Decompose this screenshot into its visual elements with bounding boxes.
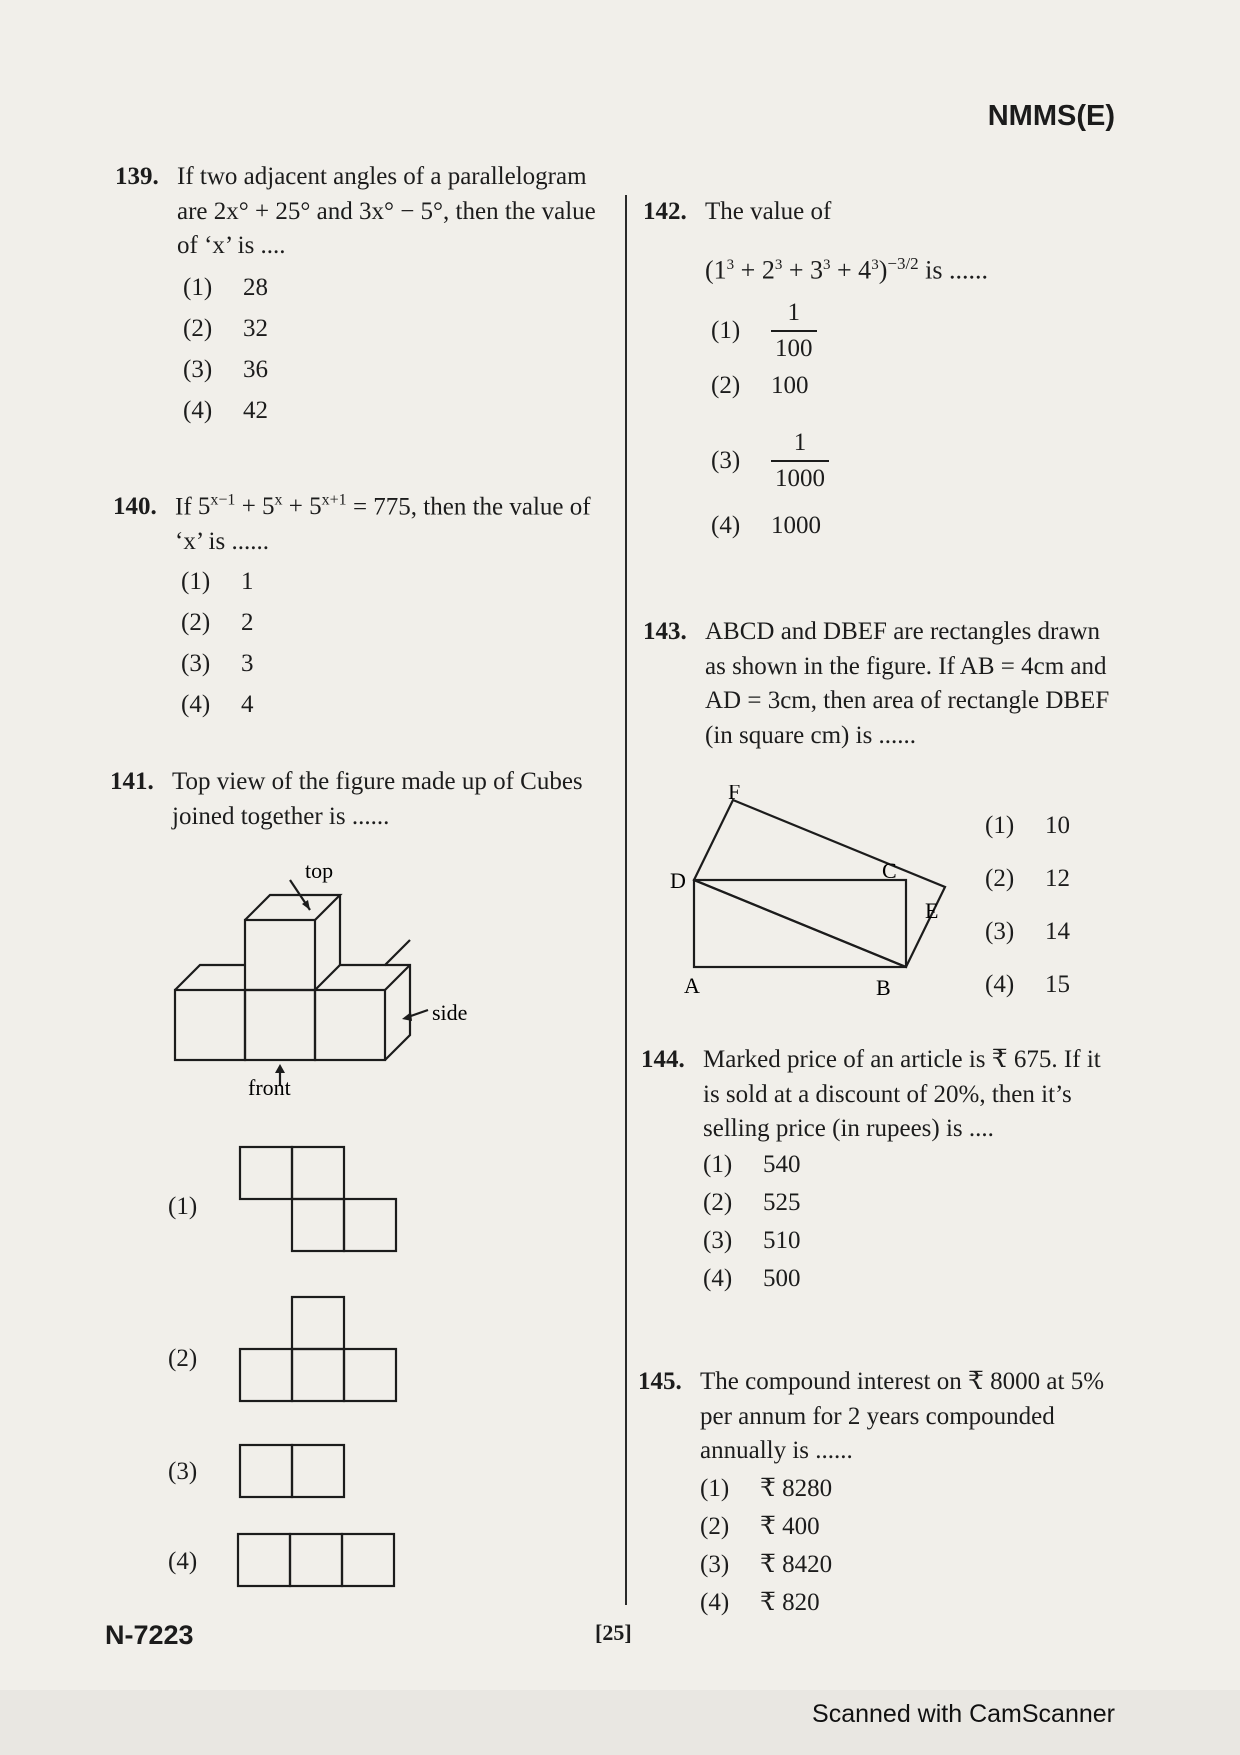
question-144 <box>641 1043 1123 1299</box>
scanner-watermark: Scanned with CamScanner <box>812 1700 1115 1728</box>
fraction: $\frac{1}{100}$ <box>771 298 817 364</box>
label-top: top <box>305 860 334 883</box>
option-3-figure[interactable] <box>238 1443 348 1501</box>
option-1[interactable]: (1) 540 <box>703 1151 801 1179</box>
option-3[interactable]: (3) 510 <box>703 1227 801 1255</box>
equation: $5^{x-1} + 5^x + 5^{x+1}$ <box>197 492 347 521</box>
option-4[interactable]: (4) 500 <box>703 1265 801 1293</box>
option-1[interactable]: (1) 10 <box>985 812 1070 840</box>
option-3[interactable]: (3) 3 <box>181 649 254 677</box>
question-text: If $5^{x-1} + 5^x + 5^{x+1} = 775$, then the value of ‘x’ is ...... <box>175 492 591 555</box>
question-140 <box>113 490 608 725</box>
question-number: 144. <box>641 1046 685 1073</box>
page-number: [25] <box>595 1620 632 1645</box>
question-text: Top view of the figure made up of Cubes joined together is ...... <box>172 768 583 830</box>
cube-figure <box>160 860 480 1100</box>
label-side: side <box>432 1000 468 1025</box>
option-2[interactable]: (2) 2 <box>181 608 254 636</box>
question-text: If two adjacent angles of a parallelogram are 2x° + 25° and 3x° − 5°, then the value of ‘x’ is .... <box>177 163 596 259</box>
question-text: ABCD and DBEF are rectangles drawn as shown in the figure. If AB = 4cm and AD = 3cm, then area of rectangle DBEF (in square cm) is ...... <box>705 618 1110 749</box>
question-number: 142. <box>643 198 687 225</box>
option-2-figure[interactable] <box>238 1295 398 1410</box>
question-text: Marked price of an article is ₹ 675. If it is sold at a discount of 20%, then it’s selling price (in rupees) is .... <box>703 1046 1101 1142</box>
svg-text:F: F <box>728 785 741 804</box>
option-1[interactable]: (1) <box>168 1193 198 1220</box>
question-145 <box>638 1365 1123 1623</box>
svg-text:D: D <box>670 868 686 893</box>
question-number: 139. <box>115 163 159 190</box>
option-2[interactable]: (2) 525 <box>703 1189 801 1217</box>
question-143-options <box>985 800 1070 1012</box>
expression: $(1^3 + 2^3 + 3^3 + 4^3)^{-3/2}$ is ...... <box>705 253 989 285</box>
fraction: $\frac{1}{1000}$ <box>771 428 829 494</box>
option-2[interactable]: (2) 32 <box>183 314 268 342</box>
option-1-figure[interactable] <box>238 1145 398 1260</box>
option-1[interactable]: (1) 28 <box>183 273 268 301</box>
option-1[interactable]: (1) 1 <box>181 567 254 595</box>
option-2[interactable]: (2) ₹ 400 <box>700 1513 820 1541</box>
question-number: 145. <box>638 1368 682 1395</box>
question-139 <box>115 160 605 432</box>
option-3[interactable]: (3) $\frac{1}{1000}$ <box>711 408 1123 504</box>
question-number: 140. <box>113 493 157 520</box>
option-4[interactable]: (4) 15 <box>985 971 1070 999</box>
svg-text:A: A <box>684 973 700 998</box>
rectangle-figure <box>670 785 950 1000</box>
option-3[interactable]: (3) 14 <box>985 918 1070 946</box>
option-2[interactable]: (2) <box>168 1345 198 1372</box>
option-4[interactable]: (4) <box>168 1548 198 1575</box>
question-143 <box>643 615 1123 753</box>
option-3[interactable]: (3) 36 <box>183 355 268 383</box>
question-number: 141. <box>110 768 154 795</box>
option-3[interactable]: (3) <box>168 1458 198 1485</box>
question-text: The compound interest on ₹ 8000 at 5% per annum for 2 years compounded annually is ...... <box>700 1368 1105 1464</box>
label-front: front <box>248 1075 291 1100</box>
option-3[interactable]: (3) ₹ 8420 <box>700 1551 833 1579</box>
option-4[interactable]: (4) 42 <box>183 396 268 424</box>
footer-code: N-7223 <box>105 1620 194 1650</box>
option-1[interactable]: (1) ₹ 8280 <box>700 1475 833 1503</box>
option-4-figure[interactable] <box>236 1532 398 1590</box>
exam-code: NMMS(E) <box>987 100 1115 132</box>
option-1[interactable]: (1) $\frac{1}{100}$ <box>711 298 1123 364</box>
svg-text:C: C <box>882 858 897 883</box>
question-141 <box>110 765 610 834</box>
question-number: 143. <box>643 618 687 645</box>
option-4[interactable]: (4) 1000 <box>711 511 821 539</box>
question-142 <box>643 195 1123 548</box>
option-2[interactable]: (2) 12 <box>985 865 1070 893</box>
option-4[interactable]: (4) 4 <box>181 690 254 718</box>
question-text: The value of <box>705 198 832 225</box>
svg-text:B: B <box>876 975 891 1000</box>
option-2[interactable]: (2) 100 <box>711 371 809 399</box>
svg-text:E: E <box>925 898 939 923</box>
option-4[interactable]: (4) ₹ 820 <box>700 1589 820 1617</box>
column-divider <box>625 195 627 1605</box>
